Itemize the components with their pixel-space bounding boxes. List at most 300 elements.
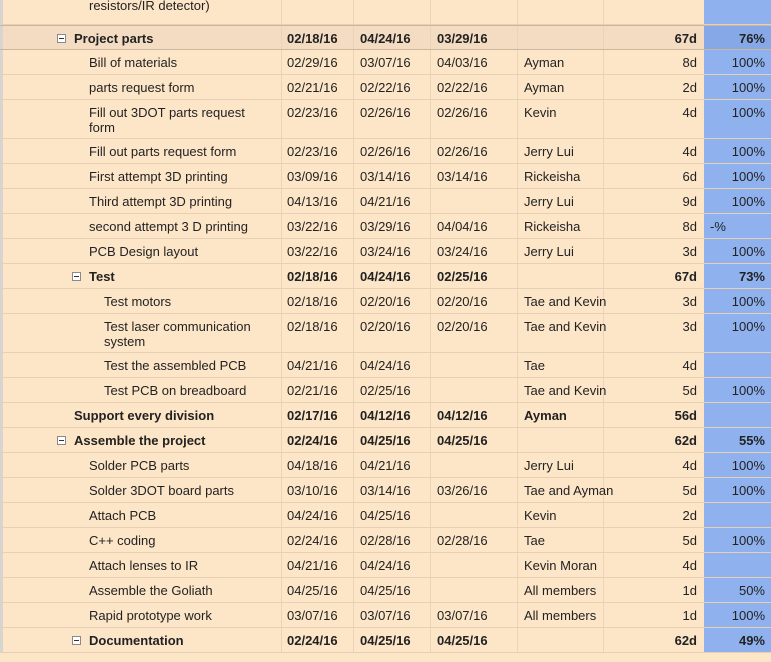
column-divider	[517, 503, 518, 527]
column-divider	[603, 0, 604, 24]
column-divider	[281, 378, 282, 402]
task-name-cell: Solder PCB parts	[89, 458, 190, 473]
task-name-cell: Fill out parts request form	[89, 144, 237, 159]
percent-cell: 100%	[731, 144, 765, 159]
task-name-cell: Assemble the Goliath	[89, 583, 213, 598]
start-date-cell: 04/18/16	[287, 458, 338, 473]
duration-cell: 62d	[674, 633, 697, 648]
task-row[interactable]	[0, 164, 771, 189]
column-divider	[281, 403, 282, 427]
percent-cell: -%	[710, 219, 726, 234]
resource-cell: Jerry Lui	[524, 458, 574, 473]
end-date-cell: 04/24/16	[360, 558, 411, 573]
row-gutter	[0, 164, 3, 188]
task-row[interactable]	[0, 189, 771, 214]
column-divider	[430, 289, 431, 313]
duration-cell: 8d	[682, 55, 697, 70]
actual-end-cell: 04/25/16	[437, 633, 488, 648]
percent-cell: 100%	[731, 80, 765, 95]
percent-cell: 73%	[738, 269, 765, 284]
column-divider	[281, 628, 282, 652]
row-gutter	[0, 453, 3, 477]
row-gutter	[0, 403, 3, 427]
column-divider	[430, 403, 431, 427]
row-gutter	[0, 428, 3, 452]
row-gutter	[0, 189, 3, 213]
task-group-row[interactable]	[0, 25, 771, 50]
row-gutter	[0, 478, 3, 502]
actual-end-cell: 02/28/16	[437, 533, 488, 548]
actual-end-cell: 02/25/16	[437, 269, 488, 284]
duration-cell: 1d	[682, 608, 697, 623]
start-date-cell: 04/24/16	[287, 508, 338, 523]
column-divider	[353, 603, 354, 627]
column-divider	[430, 553, 431, 577]
start-date-cell: 02/23/16	[287, 144, 338, 159]
start-date-cell: 02/18/16	[287, 294, 338, 309]
task-name-cell: Test the assembled PCB	[104, 358, 247, 373]
task-name-cell: Support every division	[74, 408, 215, 423]
duration-cell: 1d	[682, 583, 697, 598]
task-name-cell: Solder 3DOT board parts	[89, 483, 234, 498]
column-divider	[517, 75, 518, 99]
column-divider	[517, 100, 518, 138]
column-divider	[353, 353, 354, 377]
task-group-row[interactable]	[0, 428, 771, 453]
column-divider	[517, 353, 518, 377]
start-date-cell: 02/18/16	[287, 269, 338, 284]
task-name-cell: resistors/IR detector)	[89, 0, 210, 13]
end-date-cell: 02/22/16	[360, 80, 411, 95]
end-date-cell: 03/07/16	[360, 55, 411, 70]
percent-cell: 100%	[731, 383, 765, 398]
end-date-cell: 02/28/16	[360, 533, 411, 548]
percent-cell: 50%	[738, 583, 765, 598]
percent-column-fill	[704, 553, 771, 577]
duration-cell: 67d	[674, 269, 697, 284]
resource-cell: Kevin Moran	[524, 558, 597, 573]
column-divider	[353, 289, 354, 313]
duration-cell: 4d	[682, 358, 697, 373]
start-date-cell: 04/21/16	[287, 358, 338, 373]
resource-cell: Jerry Lui	[524, 144, 574, 159]
column-divider	[281, 26, 282, 49]
column-divider	[353, 628, 354, 652]
task-row[interactable]	[0, 289, 771, 314]
start-date-cell: 03/07/16	[287, 608, 338, 623]
resource-cell: Ayman	[524, 80, 565, 95]
resource-cell: Tae and Kevin	[524, 319, 607, 334]
percent-column-fill	[704, 503, 771, 527]
duration-cell: 4d	[682, 458, 697, 473]
percent-column-fill	[704, 403, 771, 427]
column-divider	[353, 528, 354, 552]
column-divider	[353, 314, 354, 352]
end-date-cell: 04/21/16	[360, 194, 411, 209]
column-divider	[281, 453, 282, 477]
row-gutter	[0, 139, 3, 163]
percent-cell: 49%	[738, 633, 765, 648]
task-row[interactable]	[0, 239, 771, 264]
column-divider	[281, 75, 282, 99]
column-divider	[430, 314, 431, 352]
column-divider	[281, 314, 282, 352]
resource-cell: Tae and Ayman	[524, 483, 614, 498]
resource-cell: Jerry Lui	[524, 244, 574, 259]
column-divider	[430, 528, 431, 552]
duration-cell: 5d	[682, 533, 697, 548]
actual-end-cell: 02/26/16	[437, 144, 488, 159]
task-row[interactable]	[0, 403, 771, 428]
column-divider	[353, 189, 354, 213]
start-date-cell: 02/29/16	[287, 55, 338, 70]
percent-cell: 100%	[731, 55, 765, 70]
end-date-cell: 04/24/16	[360, 358, 411, 373]
actual-end-cell: 03/29/16	[437, 31, 488, 46]
column-divider	[517, 0, 518, 24]
column-divider	[353, 553, 354, 577]
row-gutter	[0, 503, 3, 527]
duration-cell: 67d	[674, 31, 697, 46]
actual-end-cell: 03/07/16	[437, 608, 488, 623]
end-date-cell: 02/26/16	[360, 144, 411, 159]
column-divider	[430, 628, 431, 652]
column-divider	[353, 50, 354, 74]
column-divider	[603, 628, 604, 652]
percent-cell: 100%	[731, 105, 765, 120]
row-gutter	[0, 578, 3, 602]
duration-cell: 62d	[674, 433, 697, 448]
percent-cell: 100%	[731, 533, 765, 548]
column-divider	[353, 75, 354, 99]
task-name-cell: second attempt 3 D printing	[89, 219, 248, 234]
start-date-cell: 03/22/16	[287, 244, 338, 259]
column-divider	[517, 50, 518, 74]
start-date-cell: 04/21/16	[287, 558, 338, 573]
actual-end-cell: 02/20/16	[437, 294, 488, 309]
end-date-cell: 04/25/16	[360, 508, 411, 523]
duration-cell: 4d	[682, 558, 697, 573]
column-divider	[517, 578, 518, 602]
task-name-cell: Attach lenses to IR	[89, 558, 199, 573]
duration-cell: 3d	[682, 319, 697, 334]
percent-column-fill	[704, 0, 771, 24]
end-date-cell: 04/12/16	[360, 408, 411, 423]
column-divider	[430, 0, 431, 24]
end-date-cell: 02/26/16	[360, 105, 411, 120]
actual-end-cell: 04/03/16	[437, 55, 488, 70]
task-row[interactable]	[0, 453, 771, 478]
task-row[interactable]	[0, 75, 771, 100]
percent-cell: 76%	[738, 31, 765, 46]
percent-cell: 100%	[731, 169, 765, 184]
actual-end-cell: 04/04/16	[437, 219, 488, 234]
column-divider	[430, 75, 431, 99]
row-gutter	[0, 314, 3, 352]
start-date-cell: 02/21/16	[287, 383, 338, 398]
actual-end-cell: 04/25/16	[437, 433, 488, 448]
column-divider	[517, 528, 518, 552]
column-divider	[281, 264, 282, 288]
task-row[interactable]	[0, 214, 771, 239]
column-divider	[353, 100, 354, 138]
end-date-cell: 03/14/16	[360, 483, 411, 498]
end-date-cell: 03/07/16	[360, 608, 411, 623]
column-divider	[430, 478, 431, 502]
column-divider	[353, 239, 354, 263]
duration-cell: 5d	[682, 483, 697, 498]
row-gutter	[0, 603, 3, 627]
actual-end-cell: 02/26/16	[437, 105, 488, 120]
task-name-cell: Bill of materials	[89, 55, 178, 70]
end-date-cell: 04/21/16	[360, 458, 411, 473]
column-divider	[430, 503, 431, 527]
column-divider	[281, 603, 282, 627]
duration-cell: 6d	[682, 169, 697, 184]
row-gutter	[0, 628, 3, 652]
column-divider	[281, 478, 282, 502]
resource-cell: Kevin	[524, 105, 557, 120]
end-date-cell: 04/24/16	[360, 269, 411, 284]
column-divider	[430, 139, 431, 163]
row-gutter	[0, 26, 3, 49]
task-row[interactable]	[0, 0, 771, 25]
column-divider	[281, 528, 282, 552]
column-divider	[517, 428, 518, 452]
column-divider	[281, 139, 282, 163]
collapse-toggle-icon[interactable]	[72, 272, 81, 281]
column-divider	[281, 50, 282, 74]
start-date-cell: 03/22/16	[287, 219, 338, 234]
task-row[interactable]	[0, 553, 771, 578]
resource-cell: Jerry Lui	[524, 194, 574, 209]
resource-cell: All members	[524, 608, 597, 623]
column-divider	[603, 26, 604, 49]
start-date-cell: 02/24/16	[287, 633, 338, 648]
column-divider	[430, 603, 431, 627]
column-divider	[430, 164, 431, 188]
column-divider	[430, 453, 431, 477]
task-row[interactable]	[0, 578, 771, 603]
end-date-cell: 03/29/16	[360, 219, 411, 234]
column-divider	[517, 139, 518, 163]
duration-cell: 2d	[682, 80, 697, 95]
task-row[interactable]	[0, 603, 771, 628]
start-date-cell: 04/25/16	[287, 583, 338, 598]
end-date-cell: 02/25/16	[360, 383, 411, 398]
task-row[interactable]	[0, 353, 771, 378]
task-name-cell: Project parts	[74, 31, 154, 46]
column-divider	[281, 353, 282, 377]
task-group-row[interactable]	[0, 628, 771, 653]
start-date-cell: 02/24/16	[287, 433, 338, 448]
task-name-cell: Test PCB on breadboard	[104, 383, 247, 398]
resource-cell: Tae	[524, 533, 545, 548]
column-divider	[353, 0, 354, 24]
actual-end-cell: 04/12/16	[437, 408, 488, 423]
column-divider	[281, 553, 282, 577]
end-date-cell: 03/24/16	[360, 244, 411, 259]
column-divider	[353, 378, 354, 402]
row-gutter	[0, 289, 3, 313]
column-divider	[281, 289, 282, 313]
percent-cell: 100%	[731, 608, 765, 623]
column-divider	[430, 50, 431, 74]
column-divider	[517, 553, 518, 577]
column-divider	[281, 503, 282, 527]
percent-cell: 100%	[731, 244, 765, 259]
duration-cell: 8d	[682, 219, 697, 234]
column-divider	[430, 428, 431, 452]
row-gutter	[0, 75, 3, 99]
actual-end-cell: 02/20/16	[437, 319, 488, 334]
task-name-cell: Third attempt 3D printing	[89, 194, 233, 209]
percent-column-fill	[704, 353, 771, 377]
column-divider	[430, 100, 431, 138]
column-divider	[517, 314, 518, 352]
actual-end-cell: 03/26/16	[437, 483, 488, 498]
start-date-cell: 02/21/16	[287, 80, 338, 95]
column-divider	[603, 428, 604, 452]
duration-cell: 4d	[682, 105, 697, 120]
resource-cell: Kevin	[524, 508, 557, 523]
column-divider	[517, 628, 518, 652]
row-gutter	[0, 100, 3, 138]
duration-cell: 2d	[682, 508, 697, 523]
end-date-cell: 04/25/16	[360, 633, 411, 648]
column-divider	[517, 453, 518, 477]
end-date-cell: 03/14/16	[360, 169, 411, 184]
column-divider	[517, 378, 518, 402]
collapse-toggle-icon[interactable]	[57, 34, 66, 43]
column-divider	[430, 189, 431, 213]
end-date-cell: 04/24/16	[360, 31, 411, 46]
column-divider	[353, 578, 354, 602]
column-divider	[353, 164, 354, 188]
resource-cell: Rickeisha	[524, 169, 581, 184]
task-name-cell: Test motors	[104, 294, 172, 309]
resource-cell: Ayman	[524, 408, 567, 423]
column-divider	[517, 164, 518, 188]
column-divider	[353, 214, 354, 238]
column-divider	[281, 239, 282, 263]
duration-cell: 56d	[674, 408, 697, 423]
column-divider	[281, 164, 282, 188]
task-group-row[interactable]	[0, 264, 771, 289]
column-divider	[430, 239, 431, 263]
column-divider	[353, 478, 354, 502]
column-divider	[281, 189, 282, 213]
column-divider	[353, 503, 354, 527]
column-divider	[517, 478, 518, 502]
column-divider	[430, 378, 431, 402]
duration-cell: 5d	[682, 383, 697, 398]
task-row[interactable]	[0, 478, 771, 503]
resource-cell: Tae and Kevin	[524, 383, 607, 398]
task-row[interactable]	[0, 528, 771, 553]
task-row[interactable]	[0, 50, 771, 75]
row-gutter	[0, 378, 3, 402]
task-name-cell: First attempt 3D printing	[89, 169, 228, 184]
collapse-toggle-icon[interactable]	[72, 636, 81, 645]
task-row[interactable]	[0, 314, 771, 353]
duration-cell: 9d	[682, 194, 697, 209]
percent-cell: 100%	[731, 294, 765, 309]
start-date-cell: 03/09/16	[287, 169, 338, 184]
task-name-cell: Fill out 3DOT parts request form	[89, 105, 245, 135]
start-date-cell: 02/24/16	[287, 533, 338, 548]
task-name-cell: Rapid prototype work	[89, 608, 212, 623]
column-divider	[430, 26, 431, 49]
column-divider	[517, 289, 518, 313]
task-name-cell: Test	[89, 269, 115, 284]
resource-cell: All members	[524, 583, 597, 598]
task-name-cell: PCB Design layout	[89, 244, 199, 259]
column-divider	[517, 403, 518, 427]
percent-cell: 100%	[731, 194, 765, 209]
end-date-cell: 02/20/16	[360, 319, 411, 334]
column-divider	[281, 100, 282, 138]
column-divider	[353, 26, 354, 49]
column-divider	[603, 264, 604, 288]
column-divider	[281, 578, 282, 602]
row-gutter	[0, 0, 3, 24]
task-row[interactable]	[0, 100, 771, 139]
start-date-cell: 02/23/16	[287, 105, 338, 120]
row-gutter	[0, 264, 3, 288]
actual-end-cell: 03/24/16	[437, 244, 488, 259]
column-divider	[517, 214, 518, 238]
column-divider	[430, 264, 431, 288]
task-row[interactable]	[0, 139, 771, 164]
column-divider	[281, 428, 282, 452]
resource-cell: Tae and Kevin	[524, 294, 607, 309]
column-divider	[517, 189, 518, 213]
collapse-toggle-icon[interactable]	[57, 436, 66, 445]
column-divider	[430, 353, 431, 377]
column-divider	[281, 214, 282, 238]
task-name-cell: C++ coding	[89, 533, 156, 548]
actual-end-cell: 03/14/16	[437, 169, 488, 184]
percent-cell: 55%	[738, 433, 765, 448]
row-gutter	[0, 239, 3, 263]
task-name-cell: Attach PCB	[89, 508, 157, 523]
column-divider	[517, 239, 518, 263]
start-date-cell: 03/10/16	[287, 483, 338, 498]
duration-cell: 4d	[682, 144, 697, 159]
end-date-cell: 04/25/16	[360, 433, 411, 448]
task-name-cell: parts request form	[89, 80, 195, 95]
column-divider	[353, 453, 354, 477]
start-date-cell: 02/18/16	[287, 31, 338, 46]
end-date-cell: 02/20/16	[360, 294, 411, 309]
percent-cell: 100%	[731, 319, 765, 334]
task-row[interactable]	[0, 503, 771, 528]
column-divider	[430, 578, 431, 602]
percent-cell: 100%	[731, 458, 765, 473]
row-gutter	[0, 353, 3, 377]
end-date-cell: 04/25/16	[360, 583, 411, 598]
duration-cell: 3d	[682, 244, 697, 259]
resource-cell: Ayman	[524, 55, 565, 70]
start-date-cell: 02/18/16	[287, 319, 338, 334]
column-divider	[353, 264, 354, 288]
row-gutter	[0, 528, 3, 552]
column-divider	[353, 428, 354, 452]
task-row[interactable]	[0, 378, 771, 403]
row-gutter	[0, 553, 3, 577]
resource-cell: Rickeisha	[524, 219, 581, 234]
